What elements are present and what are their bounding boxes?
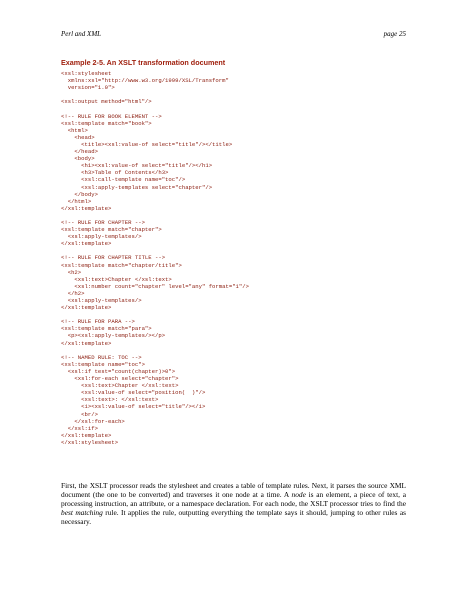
code-line: version="1.0"> xyxy=(61,84,115,92)
code-line: </html> xyxy=(61,197,92,205)
code-line: <xsl:if test="count(chapter)>0"> xyxy=(61,367,176,375)
code-line: <br/> xyxy=(61,410,98,418)
body-text-part: First, the XSLT processor reads the stylesheet and creates a table of template rules. Next, it parses the source XML document (the one to be converted) and traverses it one node at a time. A xyxy=(61,481,406,499)
code-line: <!-- RULE FOR BOOK ELEMENT --> xyxy=(61,112,162,120)
code-line: <h1><xsl:value-of select="title"/></h1> xyxy=(61,162,213,170)
code-line: <!-- RULE FOR PARA --> xyxy=(61,318,135,326)
code-listing xyxy=(61,70,406,446)
code-line: <body> xyxy=(61,155,95,163)
code-line: <!-- NAMED RULE: TOC --> xyxy=(61,353,142,361)
code-line: </xsl:template> xyxy=(61,240,112,248)
code-line: </xsl:template> xyxy=(61,304,112,312)
code-line: xmlns:xsl="http://www.w3.org/1999/XSL/Transform" xyxy=(61,77,229,85)
code-line: <xsl:stylesheet xyxy=(61,70,112,77)
code-line: <i><xsl:value-of select="title"/></i> xyxy=(61,403,206,411)
code-line xyxy=(61,311,406,318)
code-line: <h2> xyxy=(61,268,82,276)
code-line: <xsl:apply-templates/> xyxy=(61,297,142,304)
code-line: <xsl:number count="chapter" level="any" format="1"/> xyxy=(61,282,249,290)
code-line: <html> xyxy=(61,126,88,134)
book-title: Perl and XML xyxy=(61,30,102,38)
code-line: <xsl:call-template name="toc"/> xyxy=(61,176,186,184)
code-line: <xsl:apply-templates/> xyxy=(61,233,142,241)
code-line: <xsl:text>Chapter </xsl:text> xyxy=(61,382,179,390)
code-line: <xsl:value-of select="position( )"/> xyxy=(61,389,206,397)
code-line: </xsl:if> xyxy=(61,424,98,432)
code-line: <p><xsl:apply-templates/></p> xyxy=(61,332,166,340)
body-text-part: rule. It applies the rule, outputting everything the template says it should, jumping to other rules as necessary. xyxy=(61,508,406,526)
code-line xyxy=(61,347,406,354)
code-line: <xsl:for-each select="chapter"> xyxy=(61,375,179,383)
code-line xyxy=(61,247,406,254)
code-line: <!-- RULE FOR CHAPTER --> xyxy=(61,218,145,226)
code-line: <!-- RULE FOR CHAPTER TITLE --> xyxy=(61,254,166,262)
emphasis-best-matching: best matching xyxy=(61,508,103,517)
code-line: <xsl:output method="html"/> xyxy=(61,98,152,106)
code-line: <xsl:template match="chapter/title"> xyxy=(61,261,182,269)
code-line: </xsl:for-each> xyxy=(61,417,125,425)
code-line: <xsl:template match="book"> xyxy=(61,119,152,127)
code-line: </xsl:stylesheet> xyxy=(61,438,119,446)
code-line: <h3>Table of Contents</h3> xyxy=(61,169,169,177)
code-line: </xsl:template> xyxy=(61,339,112,347)
body-paragraph xyxy=(61,481,406,526)
code-line xyxy=(61,91,406,98)
code-line: </h2> xyxy=(61,289,85,297)
page-number: page 25 xyxy=(383,30,406,38)
code-line xyxy=(61,105,406,112)
code-line: <xsl:template name="toc"> xyxy=(61,360,145,368)
code-line: </head> xyxy=(61,148,98,156)
code-line xyxy=(61,212,406,219)
code-line: </xsl:template> xyxy=(61,431,112,439)
code-line: </xsl:template> xyxy=(61,204,112,212)
code-line: <title><xsl:value-of select="title"/></title> xyxy=(61,140,233,148)
code-line: <xsl:text>Chapter </xsl:text> xyxy=(61,275,172,283)
body-text-part: is an element, a piece of text, a processing instruction, an attribute, or a namespace declaration. For each node, the XSLT processor tries to find the xyxy=(61,490,406,508)
emphasis-node: node xyxy=(291,490,306,499)
code-line: </body> xyxy=(61,190,98,198)
example-title: Example 2-5. An XSLT transformation document xyxy=(61,58,226,67)
code-line: <xsl:apply-templates select="chapter"/> xyxy=(61,183,213,191)
code-line: <xsl:template match="para"> xyxy=(61,325,152,333)
code-line: <head> xyxy=(61,133,95,141)
code-line: <xsl:template match="chapter"> xyxy=(61,226,162,234)
code-line: <xsl:text>: </xsl:text> xyxy=(61,396,159,404)
